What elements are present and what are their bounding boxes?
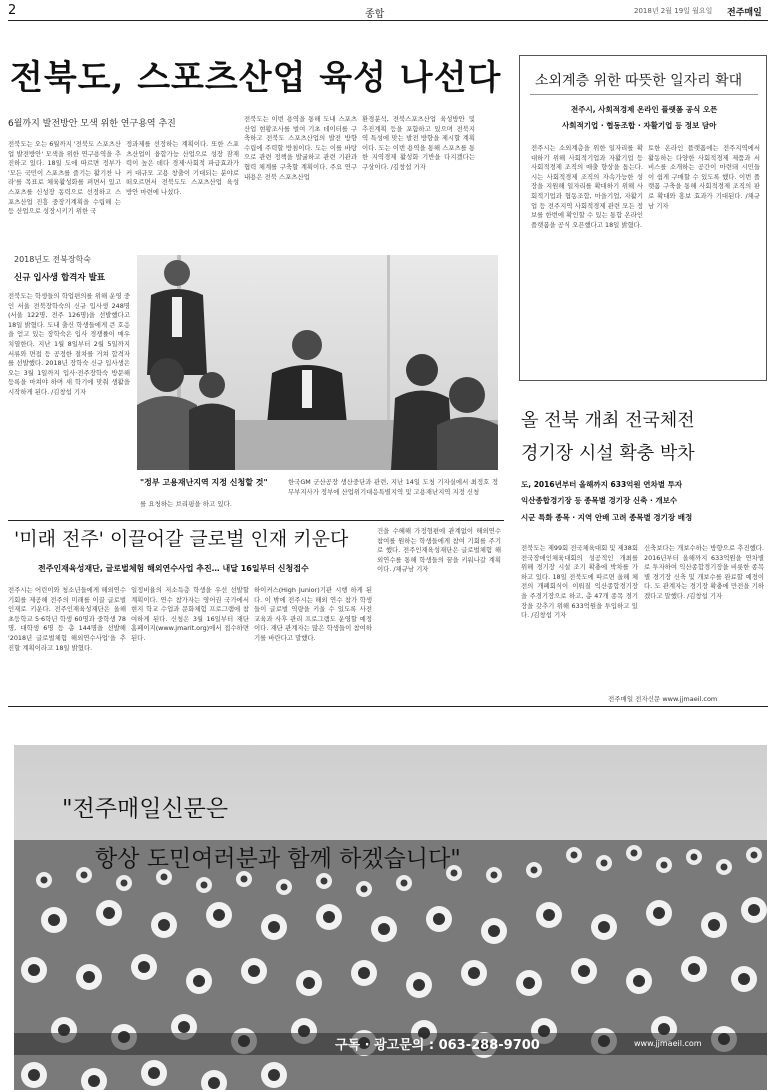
photo-caption-cont: 를 요청하는 브리핑을 하고 있다. <box>140 500 232 508</box>
section-label: 종합 <box>365 9 385 20</box>
article4-sub3: 시군 특화 종목 · 지역 안배 고려 종목별 경기장 배정 <box>521 513 693 522</box>
article1-col4: 환경분석, 전북스포츠산업 육성방안 및 추진계획 등을 포함하고 있으며 전북지역 특성에 맞는 발전 방향을 제시할 계획이다. 도는 이번 용역을 통해 스포츠를 통한 지역경제 활성화 기반을 다지겠다는 구상이다. /김창섭 기자 <box>362 115 475 171</box>
article3-headline: '미래 전주' 이끌어갈 글로벌 인재 키운다 <box>14 528 349 550</box>
article3-top-rule <box>8 520 504 521</box>
electronic-edition-footer: 전주매일 전자신문 www.jjmaeil.com <box>608 695 718 703</box>
article1-col2: 정과제를 선정하는 계획이다. 또한 스포츠산업이 융합가능 산업으로 성장 잠재력이 높은 데다 경제·사회적 파급효과가 커 대규모 고용 창출이 기대되는 분야로 떠오르면서 전북도도 스포츠산업 육성 방안 마련에 나섰다. <box>126 140 239 196</box>
ad-slogan-line2: 항상 도민여러분과 함께 하겠습니다" <box>95 846 461 872</box>
sidebar1-rule <box>530 94 758 95</box>
article1-col1: 전북도는 오는 6월까지 '전북도 스포츠산업 발전방안' 모색을 위한 연구용역을 추진하고 있다. 18일 도에 따르면 정부가 '모든 국민이 스포츠를 즐기는 활기찬 나라'를 목표로 체육활성화를 펴면서 있고 스포츠를 신성장 동력으로 선정하고 스포츠산업 진흥 중장기계획을 수립해 는 등 산업으로 성장시키기 위한 국 <box>8 140 121 216</box>
sidebar1-headline: 소외계층 위한 따뜻한 일자리 확대 <box>535 73 743 89</box>
article1-col3: 전북도는 이번 용역을 통해 도내 스포츠산업 현황조사를 벌여 기초 데이터를 구축하고 전북도 스포츠산업의 발전 방향 수립에 주력할 방침이다. 도는 이를 바탕으로 관련 정책을 발굴하고 관련 기관과 협력 체계를 구축할 계획이다. 주요 연구내용은 전북 스포츠산업 <box>244 115 357 181</box>
article3-col3: 하이커스(High Junior)기관 시행 하게 된다. 이 밖에 전주시는 해외 연수 참가 학생들이 글로벌 역량을 키울 수 있도록 사전 교육과 사후 관리 프로그램도 운영할 예정이다. 재단 관계자는 많은 학생들이 참여하기를 바란다고 말했다. <box>254 586 372 642</box>
article4-sub2: 익산종합경기장 등 종목별 경기장 신축 · 개보수 <box>521 496 678 505</box>
article3-col1: 전주시는 어린이와 청소년들에게 해외연수 기회를 제공해 전주의 미래를 이끌 글로벌 인재로 키운다. 전주인재육성재단은 올해 초등학교 5·6학년 학생 60명과 중학생 78명, 대학생 6명 등 총 144명을 선발해 '2018년 글로벌체험 해외연수사업'을 추진할 계획이라고 18일 밝혔다. <box>8 586 126 652</box>
article3-col4: 건을 수혜해 가정형편에 관계없이 해외연수 참여를 원하는 학생들에게 참여 기회를 주기로 했다. 전주인재육성재단은 글로벌체험 해외연수를 통해 학생들의 꿈을 키워나갈 계획이다. /채규남 기자 <box>377 527 501 574</box>
article1-subhead: 6월까지 발전방안 모색 위한 연구용역 추진 <box>8 119 176 129</box>
article2-body: 전북도는 학생들의 학업편의를 위해 운영 중인 서울 전북장학숙의 신규 입사생 248명(서울 122명, 전주 126명)을 선발했다고 18일 밝혔다. 도내 출신 학생들에게 큰 호응을 얻고 있는 장학숙은 입사 경쟁률이 매우 치열한다. 지난 1월 8일부터 2월 5일까지 서류와 면접 등 공정한 절차를 거쳐 합격자를 선발했다. 2018년 장학숙 신규 입사생은 오는 3월 1일까지 입사·전주장학숙 방문해 등록을 마쳐야 하며 새 학기에 맞춰 생활을 시작하게 된다. /김창섭 기자 <box>8 292 130 396</box>
ad-url: www.jjmaeil.com <box>634 1039 702 1048</box>
photo-caption-title: "정부 고용재난지역 지정 신청할 것" <box>140 478 268 487</box>
sidebar1-col1: 전주시는 소외계층을 위한 일자리를 확대하기 위해 사회적기업과 자활기업 등 사회적경제 조직의 매출 향상을 돕는다. 시는 사회적경제 조직의 자속가능한 성장을 지원해 일자리를 확대하기 위해 사회적기업과 협동조합, 마을기업, 자활기업 등 전주지역 사회적경제 관련 모든 정보를 한번에 확인할 수 있는 통합 온라인 플랫폼을 공식 오픈했다고 18일 밝혔다. <box>531 144 643 229</box>
paper-name: 전주매일 <box>727 8 762 18</box>
briefing-photo <box>137 255 498 470</box>
sidebar1-sub2: 사회적기업 · 협동조합 · 자활기업 등 정보 담아 <box>562 121 717 130</box>
article1-headline: 전북도, 스포츠산업 육성 나선다 <box>10 58 502 98</box>
article4-headline-1: 올 전북 개최 전국체전 <box>521 410 695 431</box>
article3-subhead: 전주인재육성재단, 글로벌체험 해외연수사업 추진… 내달 16일부터 신청접수 <box>38 564 309 573</box>
article4-col1: 전북도는 제99회 전국체육대회 및 제38회 전국장애인체육대회의 성공적인 개최를 위해 경기장 시설 조기 확충에 박차를 가하고 있다. 18일 전북도에 따르면 올해 체전의 개폐회식이 이뤄질 익산종합경기장을 주경기장으로 하고, 총 47개 종목 경기장을 갖추기 위해 633억원을 투입하고 있다. /김창섭 기자 <box>521 544 638 620</box>
article4-col2: 신축보다는 개보수하는 방향으로 추진했다. 2016년부터 올해까지 633억원을 연차별로 투자하여 익산종합경기장을 비롯한 종목별 경기장 신축 및 개보수를 완료할 예정이다. 도 관계자는 경기장 확충에 만전을 기하겠다고 말했다. /김창섭 기자 <box>644 544 764 600</box>
briefing-photo-illustration <box>137 255 498 470</box>
ad-slogan-line1: "전주매일신문은 <box>62 796 229 822</box>
article2-kicker: 2018년도 전북장학숙 <box>14 255 91 264</box>
sidebar1-sub1: 전주시, 사회적경제 온라인 플랫폼 공식 오픈 <box>571 105 718 114</box>
article4-headline-2: 경기장 시설 확충 박차 <box>521 443 695 464</box>
page-number: 2 <box>8 3 17 18</box>
article4-sub1: 도, 2016년부터 올해까지 633억원 연차별 투자 <box>521 480 683 489</box>
ad-contact: 구독 · 광고문의 : 063-288-9700 <box>335 1038 540 1053</box>
issue-date: 2018년 2월 19일 월요일 <box>634 7 713 15</box>
article2-subhead: 신규 입사생 합격자 발표 <box>14 273 105 283</box>
article3-col2: 일정비율의 저소득층 학생을 우선 선발할 계획이다. 연수 참가자는 영어권 국가에서 현지 학교 수업과 문화체험 프로그램에 참여하게 된다. 신청은 3월 16일부터 재단 홈페이지(www.jmarit.org)에서 접수하면 된다. <box>131 586 249 642</box>
masthead <box>0 0 774 22</box>
ad-top-rule <box>8 706 768 707</box>
photo-caption-text: 한국GM 군산공장 생산중단과 관련, 지난 14일 도청 기자실에서 최정호 정무부지사가 정부에 산업위기대응특별지역 및 고용재난지역 지정 신청 <box>288 478 498 496</box>
masthead-rule <box>8 20 768 21</box>
sidebar1-col2: 토한 온라인 플랫폼에는 전주지역에서 활동하는 다양한 사회적경제 제품과 서비스를 소개하는 공간이 마련돼 시민들이 쉽게 구매할 수 있도록 했다. 이번 플랫폼 구축을 통해 사회적경제 조직의 판로 확대와 홍보 효과가 기대된다. /채규남 기자 <box>648 144 760 210</box>
